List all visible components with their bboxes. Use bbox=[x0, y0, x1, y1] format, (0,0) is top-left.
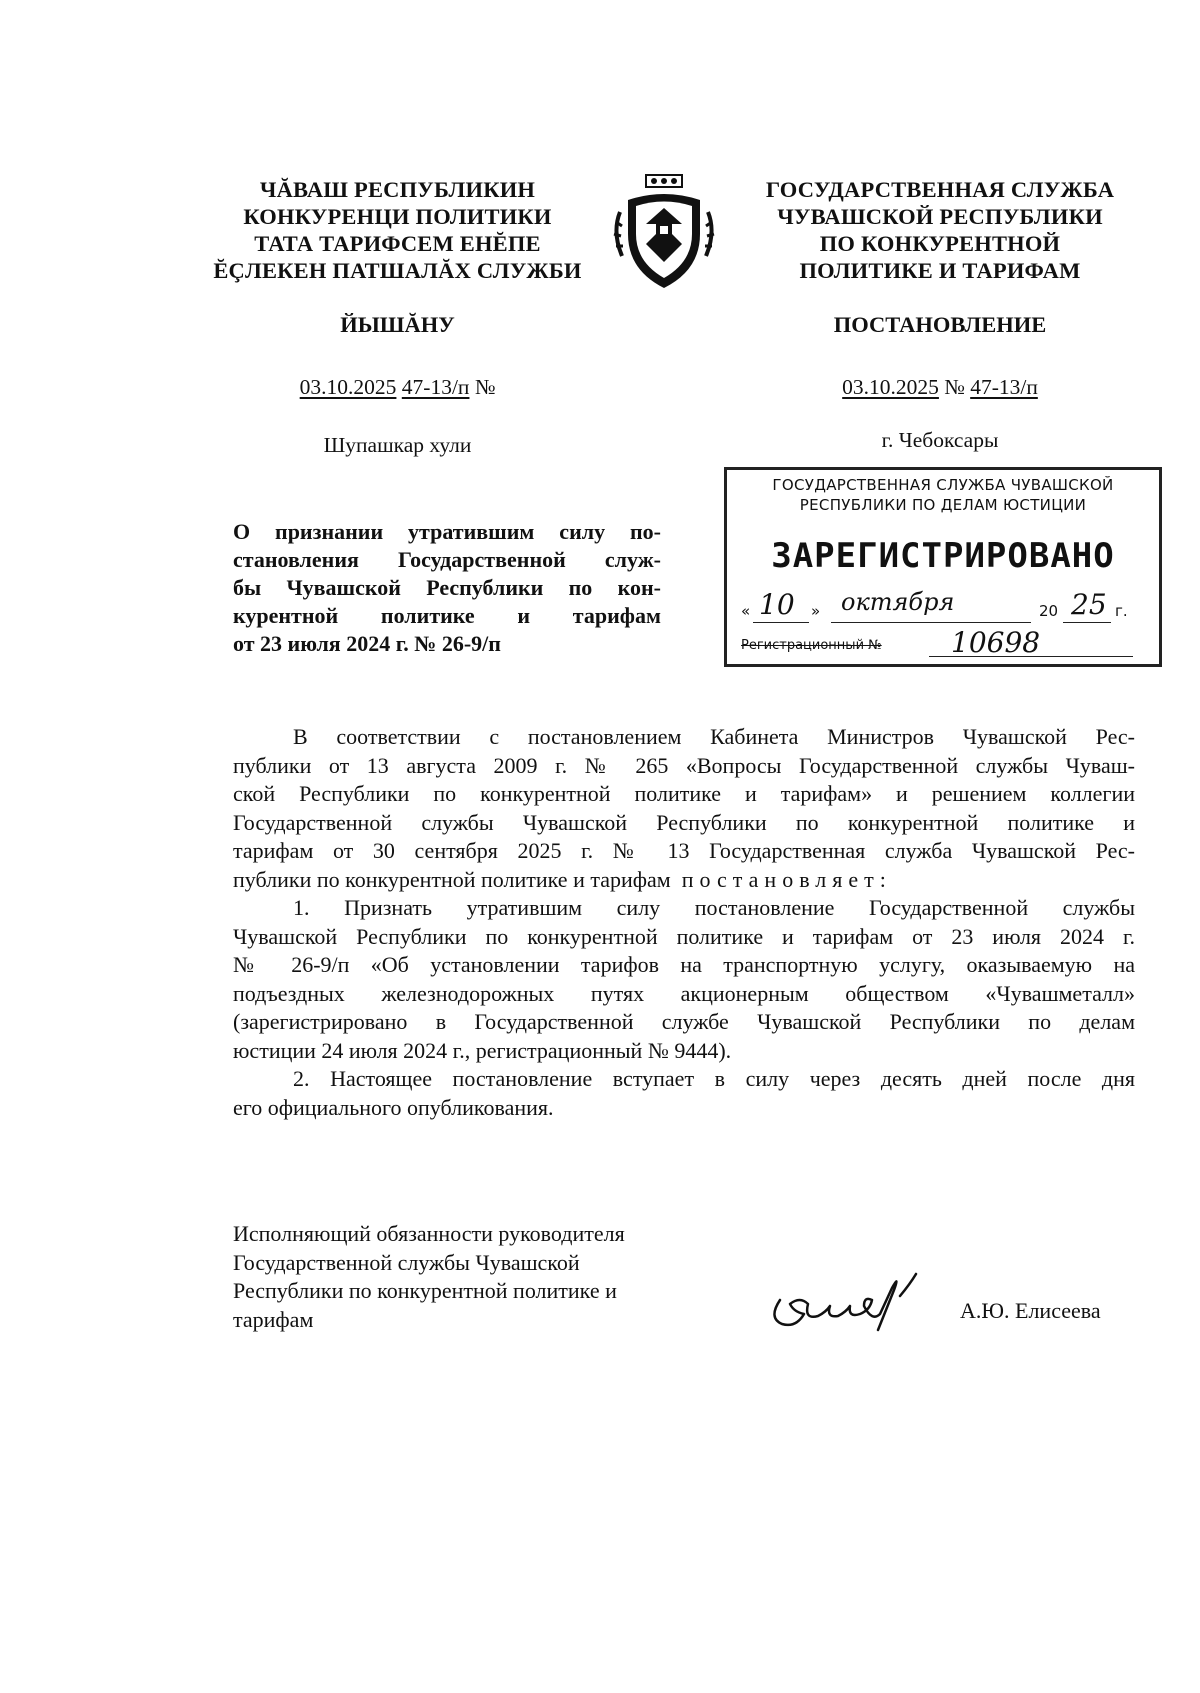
body-line: 2. Настоящее постановление вступает в силу через десять дней после дня bbox=[293, 1066, 1135, 1091]
stamp-day-handwritten: 10 bbox=[759, 588, 795, 621]
header-chuvash-line: КОНКУРЕНЦИ ПОЛИТИКИ bbox=[243, 204, 552, 229]
signatory-position-line: Республики по конкурентной политике и bbox=[233, 1278, 617, 1303]
stamp-registration-row bbox=[741, 628, 1149, 658]
document-number: 47-13/п bbox=[401, 375, 470, 399]
header-russian-line: ПО КОНКУРЕНТНОЙ bbox=[819, 231, 1061, 256]
body-line: (зарегистрировано в Государственной службе Чувашской Республики по делам bbox=[233, 1009, 1135, 1034]
registration-stamp bbox=[724, 467, 1162, 667]
header-chuvash-line: ТАТА ТАРИФСЕМ ЕНĔПЕ bbox=[254, 231, 541, 256]
stamp-authority-line: ГОСУДАРСТВЕННАЯ СЛУЖБА ЧУВАШСКОЙ bbox=[772, 476, 1114, 494]
stamp-title: ЗАРЕГИСТРИРОВАНО bbox=[771, 536, 1115, 576]
body-line: тарифам от 30 сентября 2025 г. № 13 Государственная служба Чувашской Рес- bbox=[233, 838, 1135, 863]
signatory-name: А.Ю. Елисеева bbox=[960, 1298, 1101, 1323]
body-line: В соответствии с постановлением Кабинета Министров Чувашской Рес- bbox=[293, 724, 1135, 749]
header-russian-line: ЧУВАШСКОЙ РЕСПУБЛИКИ bbox=[777, 204, 1103, 229]
header-russian-line: ГОСУДАРСТВЕННАЯ СЛУЖБА bbox=[765, 177, 1115, 202]
signatory-position-line: Государственной службы Чувашской bbox=[233, 1249, 580, 1275]
signatory-position bbox=[233, 1220, 703, 1334]
stamp-authority-line: РЕСПУБЛИКИ ПО ДЕЛАМ ЮСТИЦИИ bbox=[799, 496, 1087, 514]
doctype-russian: ПОСТАНОВЛЕНИЕ bbox=[833, 312, 1047, 337]
header-russian-line: ПОЛИТИКЕ И ТАРИФАМ bbox=[799, 258, 1081, 283]
number-sign: № bbox=[474, 375, 496, 399]
body-line: подъездных железнодорожных путях акционерным обществом «Чувашметалл» bbox=[233, 980, 1135, 1006]
stamp-year-prefix: 20 bbox=[1039, 602, 1059, 620]
header-chuvash-line: ĔÇЛЕКЕН ПАТШАЛĂХ СЛУЖБИ bbox=[213, 258, 582, 283]
subject-line: О признании утратившим силу по- bbox=[233, 519, 661, 544]
city-russian: г. Чебоксары bbox=[881, 428, 999, 452]
body-line: публики по конкурентной политике и тарифам bbox=[233, 866, 671, 892]
body-line: № 26-9/п «Об установлении тарифов на транспортную услугу, оказываемую на bbox=[233, 952, 1135, 977]
stamp-year-handwritten: 25 bbox=[1071, 588, 1107, 621]
body-line: Государственной службы Чувашской Республики по конкурентной политике и bbox=[233, 809, 1135, 835]
body-line: ской Республики по конкурентной политике и тарифам» и решением коллегии bbox=[233, 781, 1135, 806]
header-chuvash-line: ЧĂВАШ РЕСПУБЛИКИН bbox=[259, 177, 536, 202]
number-sign: № bbox=[944, 375, 965, 399]
city-chuvash: Шупашкар хули bbox=[323, 433, 472, 457]
stamp-quote-close: » bbox=[811, 602, 821, 620]
document-number-russian bbox=[740, 375, 1140, 400]
document-body bbox=[233, 723, 1135, 1122]
subject-line: становления Государственной служ- bbox=[233, 547, 661, 572]
document-number: 47-13/п bbox=[970, 375, 1038, 399]
stamp-rule bbox=[1063, 622, 1111, 623]
stamp-quote-open: « bbox=[741, 602, 751, 620]
stamp-date-row bbox=[741, 588, 1149, 622]
stamp-rule bbox=[929, 656, 1133, 657]
stamp-rule bbox=[753, 622, 809, 623]
handwritten-signature bbox=[760, 1260, 940, 1340]
body-line: Чувашской Республики по конкурентной политике и тарифам от 23 июля 2024 г. bbox=[233, 923, 1135, 949]
body-line-decree bbox=[233, 866, 1135, 895]
decree-word: постановляет: bbox=[681, 866, 892, 892]
stamp-reg-number-handwritten: 10698 bbox=[951, 626, 1041, 659]
subject-line: бы Чувашской Республики по кон- bbox=[233, 575, 661, 600]
header-russian bbox=[740, 176, 1140, 284]
body-line: юстиции 24 июля 2024 г., регистрационный № 9444). bbox=[233, 1037, 732, 1063]
signatory-position-line: тарифам bbox=[233, 1306, 314, 1332]
body-line: его официального опубликования. bbox=[233, 1094, 554, 1120]
body-line: публики от 13 августа 2009 г. № 265 «Вопросы Государственной службы Чуваш- bbox=[233, 752, 1135, 778]
signatory-position-line: Исполняющий обязанности руководителя bbox=[233, 1221, 625, 1246]
body-line: 1. Признать утратившим силу постановление Государственной службы bbox=[293, 895, 1135, 920]
subject-line: от 23 июля 2024 г. № 26-9/п bbox=[233, 631, 501, 656]
header-chuvash bbox=[190, 176, 605, 284]
stamp-month-handwritten: октября bbox=[841, 588, 955, 616]
stamp-year-unit: г. bbox=[1115, 602, 1128, 620]
document-number-chuvash bbox=[190, 375, 605, 400]
document-date: 03.10.2025 bbox=[842, 375, 939, 399]
stamp-rule bbox=[831, 622, 1031, 623]
subject-line: курентной политике и тарифам bbox=[233, 603, 661, 628]
coat-of-arms-emblem bbox=[608, 172, 720, 292]
document-date: 03.10.2025 bbox=[299, 375, 397, 399]
stamp-reg-label: Регистрационный № bbox=[741, 638, 882, 653]
doctype-chuvash: ЙЫШĂНУ bbox=[340, 312, 455, 337]
document-subject bbox=[233, 518, 661, 658]
